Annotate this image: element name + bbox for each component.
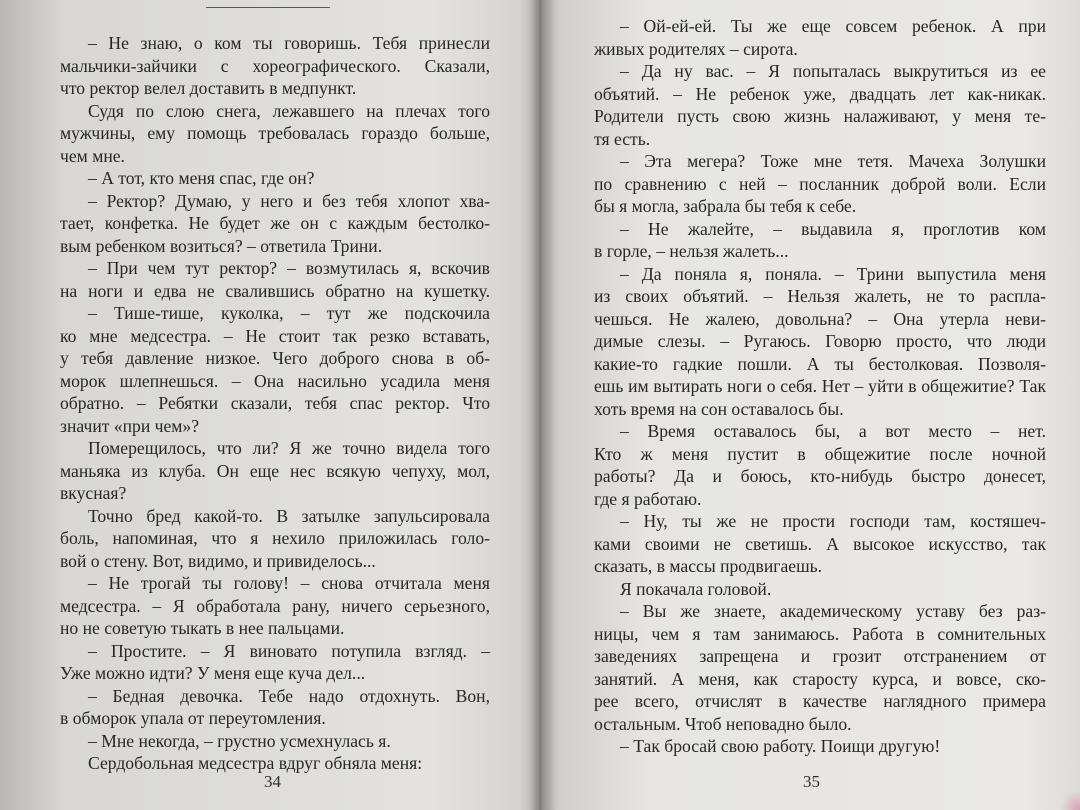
text-line: – Эта мегера? Тоже мне тетя. Мачеха Золушки — [620, 151, 1046, 171]
left-page-number: 34 — [264, 772, 281, 791]
text-line: заведениях запрещена и грозит отстранением от — [594, 646, 1046, 666]
text-line: в обморок упала от переутомления. — [60, 708, 326, 728]
text-line: – Ну, ты же не прости господи там, костяшеч- — [620, 511, 1046, 531]
text-line: – Не жалейте, – выдавила я, проглотив ком — [620, 218, 1046, 239]
text-line: у тебя давление низкое. Чего доброго снова в об- — [60, 348, 490, 368]
text-line: – Вы же знаете, академическому уставу без раз- — [620, 601, 1046, 621]
text-line: где я работаю. — [594, 488, 702, 509]
text-line: остальным. Чтоб неповадно было. — [594, 713, 852, 734]
text-line: Родители пусть свою жизнь налаживают, у меня те- — [594, 106, 1046, 126]
text-line: ницы, чем я там занимаюсь. Работа в сомнительных — [594, 623, 1046, 644]
text-line: ками своими не светишь. А высокое искусство, так — [594, 533, 1046, 554]
text-line: морок шлепнешься. – Она насильно усадила меня — [60, 370, 490, 391]
text-line: тает, конфетка. Не будет же он с каждым бестолко- — [60, 213, 490, 233]
right-page — [540, 0, 1080, 810]
text-line: тя есть. — [594, 128, 651, 149]
text-line: Померещилось, что ли? Я же точно видела того — [88, 438, 490, 458]
text-line: димые слезы. – Ругаюсь. Говорю просто, что люди — [594, 331, 1046, 351]
page-edge-tint — [1060, 790, 1080, 810]
text-line: но не советую тыкать в нее пальцами. — [60, 618, 345, 638]
header-rule — [206, 7, 330, 8]
text-line: Я покачала головой. — [620, 578, 772, 599]
text-line: – Мне некогда, – грустно усмехнулась я. — [88, 730, 391, 751]
text-line: ко мне медсестра. – Не стоит так резко вставать, — [60, 325, 490, 346]
right-page-number: 35 — [803, 772, 820, 791]
text-line: на ноги и едва не свалившись обратно на кушетку. — [60, 280, 490, 301]
text-line: бы я могла, забрала бы тебя к себе. — [594, 196, 857, 216]
text-line: объятий. – Не ребенок уже, двадцать лет как-никак. — [594, 83, 1046, 104]
text-line: живых родителях – сирота. — [594, 38, 798, 59]
text-line: вой о стену. Вот, видимо, и привиделось... — [60, 550, 376, 571]
text-line: мальчики-зайчики с хореографического. Сказали, — [60, 55, 490, 76]
text-line: Уже можно идти? У меня еще куча дел... — [60, 663, 366, 683]
text-line: какие-то гадкие пошли. А ты бестолковая. Позволя- — [594, 353, 1046, 374]
text-line: ешь им вытирать ноги о себя. Нет – уйти в общежитие? Так — [594, 376, 1046, 396]
text-line: чешься. Не жалею, довольна? – Она утерла неви- — [594, 308, 1046, 329]
text-line: маньяка из клуба. Он еще нес всякую чепуху, мол, — [60, 460, 490, 481]
text-line: по сравнению с ней – посланник доброй воли. Если — [594, 173, 1046, 194]
text-line: – Не знаю, о ком ты говоришь. Тебя принесли — [88, 33, 490, 53]
left-page-text — [60, 32, 490, 775]
text-line: – Тише-тише, куколка, – тут же подскочила — [88, 303, 490, 323]
text-line: что ректор велел доставить в медпункт. — [60, 78, 357, 98]
text-line: вым ребенком возиться? – ответила Трини. — [60, 235, 383, 256]
text-line: Судя по слою снега, лежавшего на плечах того — [88, 100, 490, 121]
text-line: – Время оставалось бы, а вот место – нет. — [620, 421, 1046, 441]
text-line: – При чем тут ректор? – возмутилась я, вскочив — [88, 258, 490, 278]
text-line: мужчины, ему помощь требовалась гораздо больше, — [60, 123, 490, 143]
right-page-text — [594, 15, 1046, 758]
text-line: из своих объятий. – Нельзя жалеть, не то распла- — [594, 286, 1046, 306]
text-line: вкусная? — [60, 483, 127, 503]
text-line: в горле, – нельзя жалеть... — [594, 241, 789, 261]
text-line: – А тот, кто меня спас, где он? — [88, 168, 315, 188]
text-line: – Да поняла я, поняла. – Трини выпустила меня — [620, 263, 1046, 284]
text-line: Точно бред какой-то. В затылке запульсировала — [88, 505, 490, 526]
text-line: Сердобольная медсестра вдруг обняла меня: — [88, 753, 423, 773]
text-line: – Бедная девочка. Тебе надо отдохнуть. Вон, — [88, 685, 490, 706]
text-line: – Ой-ей-ей. Ты же еще совсем ребенок. А при — [620, 16, 1046, 36]
text-line: рее всего, отчислят в качестве наглядного примера — [594, 691, 1046, 711]
text-line: хоть время на сон оставалось бы. — [594, 398, 844, 419]
text-line: сказать, в массы продвигаешь. — [594, 556, 823, 576]
text-line: медсестра. – Я обработала рану, ничего серьезного, — [60, 595, 490, 616]
text-line: – Да ну вас. – Я попыталась выкрутиться из ее — [620, 61, 1046, 81]
text-line: – Не трогай ты голову! – снова отчитала меня — [88, 573, 490, 593]
text-line: значит «при чем»? — [60, 415, 200, 436]
text-line: работы? Да и боюсь, кто-нибудь быстро донесет, — [594, 466, 1046, 486]
text-line: Кто ж меня пустит в общежитие после ночной — [594, 443, 1046, 464]
text-line: занятий. А меня, как старосту курса, и вовсе, ско- — [594, 668, 1046, 689]
text-line: – Простите. – Я виновато потупила взгляд. – — [88, 640, 490, 661]
text-line: – Так бросай свою работу. Поищи другую! — [620, 736, 941, 756]
text-line: обратно. – Ребятки сказали, тебя спас ректор. Что — [60, 393, 490, 413]
text-line: боль, напоминая, что я нехило приложилась голо- — [60, 528, 490, 548]
text-line: – Ректор? Думаю, у него и без тебя хлопот хва- — [88, 190, 490, 211]
text-line: чем мне. — [60, 145, 125, 166]
